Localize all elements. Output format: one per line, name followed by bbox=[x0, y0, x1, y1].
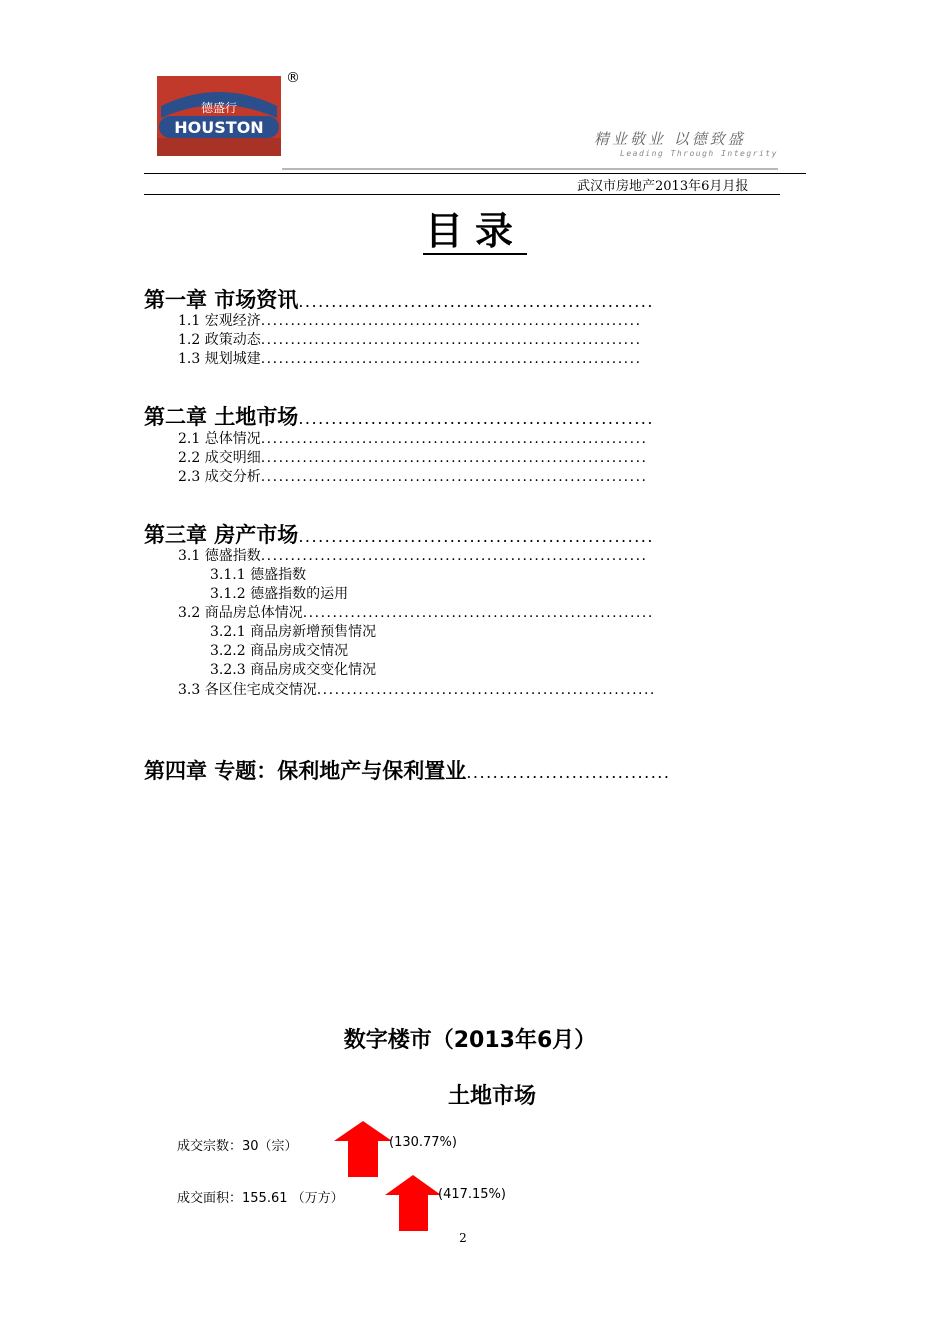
deals-area-label: 成交面积：155.61 （万方） bbox=[177, 1191, 344, 1206]
toc-section-2-2[interactable]: 2.2 成交明细 ................................................................. bbox=[178, 450, 648, 466]
header-divider bbox=[144, 173, 806, 174]
logo-cn-text: 德盛行 bbox=[200, 101, 238, 115]
toc-section-1-1[interactable]: 1.1 宏观经济 ................................................................ bbox=[178, 313, 642, 329]
toc-chapter-3[interactable]: 第三章 房产市场 ...................................................... bbox=[144, 523, 654, 547]
toc-chapter-4[interactable]: 第四章 专题：保利地产与保利置业 ............................... bbox=[144, 759, 671, 783]
toc-subsection-3-1-1[interactable]: 3.1.1 德盛指数 bbox=[210, 567, 307, 583]
report-title: 武汉市房地产2013年6月月报 bbox=[577, 179, 749, 194]
land-market-title: 土地市场 bbox=[447, 1084, 536, 1109]
toc-section-2-3[interactable]: 2.3 成交分析 ................................................................. bbox=[178, 469, 648, 485]
up-arrow-icon bbox=[385, 1175, 441, 1231]
slogan-en: Leading Through Integrity bbox=[620, 149, 778, 158]
toc-subsection-3-2-2[interactable]: 3.2.2 商品房成交情况 bbox=[210, 643, 349, 659]
numbers-title: 数字楼市（2013年6月） bbox=[343, 1028, 597, 1053]
toc-subsection-3-1-2[interactable]: 3.1.2 德盛指数的运用 bbox=[210, 586, 349, 602]
header-divider-gray bbox=[282, 168, 778, 170]
deals-count-label: 成交宗数：30（宗） bbox=[177, 1139, 298, 1154]
toc-subsection-3-2-3[interactable]: 3.2.3 商品房成交变化情况 bbox=[210, 662, 377, 678]
deals-area-change: (417.15%) bbox=[438, 1187, 506, 1202]
header-divider-bottom bbox=[144, 194, 780, 195]
toc-section-1-3[interactable]: 1.3 规划城建 ................................................................ bbox=[178, 351, 642, 367]
toc-title: 目录 bbox=[424, 209, 525, 253]
page-number: 2 bbox=[459, 1231, 467, 1245]
toc-section-2-1[interactable]: 2.1 总体情况 ................................................................. bbox=[178, 431, 648, 447]
toc-section-3-2[interactable]: 3.2 商品房总体情况 ........................................................... bbox=[178, 605, 654, 621]
logo-en-text: HOUSTON bbox=[174, 118, 264, 137]
toc-section-3-3[interactable]: 3.3 各区住宅成交情况 ......................................................... bbox=[178, 682, 656, 698]
toc-chapter-2[interactable]: 第二章 土地市场 ...................................................... bbox=[144, 405, 654, 429]
up-arrow-icon bbox=[334, 1121, 392, 1177]
registered-mark: ® bbox=[286, 70, 300, 86]
toc-section-3-1[interactable]: 3.1 德盛指数 ................................................................. bbox=[178, 548, 648, 564]
toc-chapter-1[interactable]: 第一章 市场资讯 ...................................................... bbox=[144, 288, 654, 312]
toc-subsection-3-2-1[interactable]: 3.2.1 商品房新增预售情况 bbox=[210, 624, 377, 640]
slogan-cn: 精业敬业 以德致盛 bbox=[594, 130, 746, 148]
houston-logo bbox=[157, 76, 281, 156]
toc-section-1-2[interactable]: 1.2 政策动态 ................................................................ bbox=[178, 332, 642, 348]
deals-count-change: (130.77%) bbox=[389, 1135, 457, 1150]
